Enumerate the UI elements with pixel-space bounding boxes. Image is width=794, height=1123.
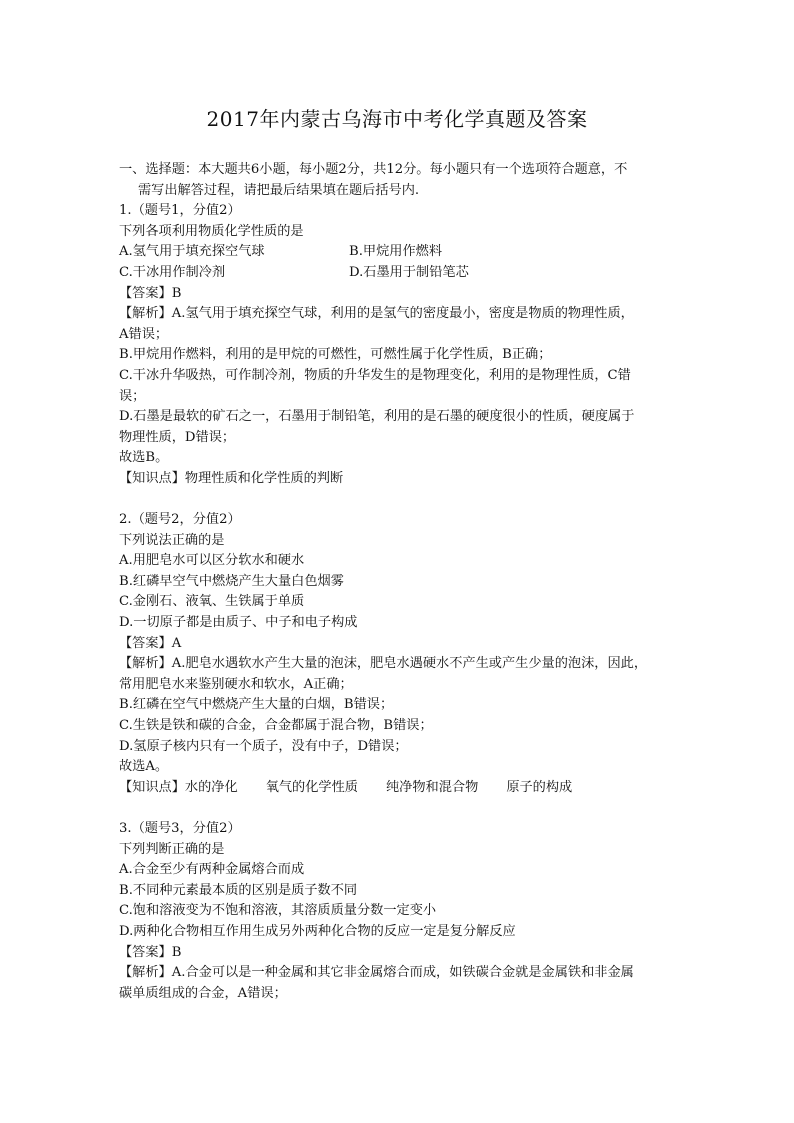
question-stem: 下列判断正确的是 <box>119 841 225 857</box>
knowledge-point <box>119 778 679 799</box>
analysis-line: A错误； <box>119 326 169 342</box>
spacer <box>119 798 679 819</box>
analysis-line: C.干冰升华吸热，可作制冷剂，物质的升华发生的是物理变化，利用的是物理性质，C错 <box>119 367 631 383</box>
analysis-line: 故选B。 <box>119 450 169 466</box>
options-row <box>119 263 679 284</box>
option: D.两种化合物相互作用生成另外两种化合物的反应一定是复分解反应 <box>119 923 516 939</box>
question-stem: 下列说法正确的是 <box>119 532 225 548</box>
option: D.一切原子都是由质子、中子和电子构成 <box>119 615 358 631</box>
knowledge-item: 【知识点】水的净化 <box>119 779 238 795</box>
analysis-line: 【解析】A.合金可以是一种金属和其它非金属熔合而成，如铁碳合金就是金属铁和非金属 <box>119 965 634 981</box>
option: D.石墨用于制铅笔芯 <box>349 264 469 280</box>
analysis-line: 误； <box>119 388 146 404</box>
option: B.红磷早空气中燃烧产生大量白色烟雾 <box>119 573 344 589</box>
analysis-line: B.红磷在空气中燃烧产生大量的白烟，B错误； <box>119 697 394 713</box>
analysis-line: 物理性质，D错误； <box>119 429 236 445</box>
answer: 【答案】B <box>119 285 182 301</box>
answer: 【答案】A <box>119 635 182 651</box>
knowledge-item: 纯净物和混合物 <box>386 779 479 795</box>
option: B.不同种元素最本质的区别是质子数不同 <box>119 882 358 898</box>
answer: 【答案】B <box>119 944 182 960</box>
question-header: 1.（题号1，分值2） <box>119 203 241 219</box>
section-heading-cont: 需写出解答过程，请把最后结果填在题后括号内. <box>138 182 420 198</box>
option: A.氢气用于填充探空气球 <box>119 244 265 260</box>
question-header: 2.（题号2，分值2） <box>119 512 241 528</box>
question-header: 3.（题号3，分值2） <box>119 821 241 836</box>
option: A.用肥皂水可以区分软水和硬水 <box>119 553 305 569</box>
question-stem: 下列各项利用物质化学性质的是 <box>119 223 304 239</box>
option: C.饱和溶液变为不饱和溶液，其溶质质量分数一定变小 <box>119 903 437 919</box>
options-row <box>119 242 679 263</box>
analysis-line: 碳单质组成的合金，A错误； <box>119 985 287 1001</box>
analysis-line: B.甲烷用作燃料，利用的是甲烷的可燃性，可燃性属于化学性质，B正确； <box>119 347 552 363</box>
analysis-line: 【解析】A.氢气用于填充探空气球，利用的是氢气的密度最小，密度是物质的物理性质， <box>119 306 634 322</box>
analysis-line: D.氢原子核内只有一个质子，没有中子，D错误； <box>119 738 408 754</box>
analysis-line: 故选A。 <box>119 759 169 775</box>
spacer <box>119 490 679 511</box>
knowledge-item: 氧气的化学性质 <box>265 779 358 795</box>
document-body <box>119 160 679 1004</box>
option: C.干冰用作制冷剂 <box>119 264 226 280</box>
page-title: 2017年内蒙古乌海市中考化学真题及答案 <box>206 107 588 131</box>
knowledge-item: 原子的构成 <box>506 779 573 795</box>
section-heading: 一、选择题：本大题共6小题，每小题2分，共12分。每小题只有一个选项符合题意，不 <box>119 162 628 177</box>
analysis-line: D.石墨是最软的矿石之一，石墨用于制铅笔，利用的是石墨的硬度很小的性质，硬度属于 <box>119 409 635 425</box>
option: A.合金至少有两种金属熔合而成 <box>119 862 305 878</box>
analysis-line: 常用肥皂水来鉴别硬水和软水，A正确； <box>119 676 353 692</box>
knowledge-point: 【知识点】物理性质和化学性质的判断 <box>119 470 344 486</box>
analysis-line: 【解析】A.肥皂水遇软水产生大量的泡沫，肥皂水遇硬水不产生或产生少量的泡沫，因此， <box>119 656 648 672</box>
analysis-line: C.生铁是铁和碳的合金，合金都属于混合物，B错误； <box>119 718 433 734</box>
option: B.甲烷用作燃料 <box>349 244 443 260</box>
option: C.金刚石、液氧、生铁属于单质 <box>119 594 305 610</box>
